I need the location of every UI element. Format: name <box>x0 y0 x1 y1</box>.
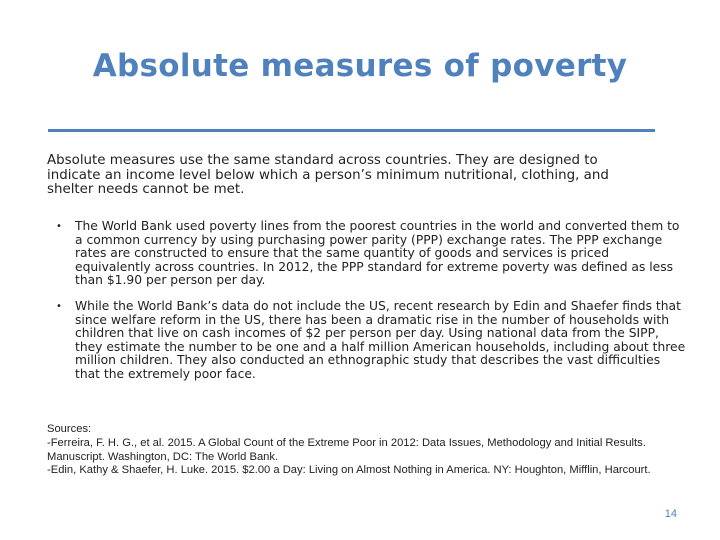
page-number: 14 <box>664 508 677 520</box>
bullet-item-us-research <box>47 300 687 382</box>
sources-heading: Sources: <box>47 423 92 435</box>
source-entry: -Ferreira, F. H. G., et al. 2015. A Global Count of the Extreme Poor in 2012: Data Issues, Methodology and Initial Results. Manuscript. Washington, DC: The World Bank. <box>47 436 646 463</box>
bullet-list <box>47 220 687 382</box>
source-entry: -Edin, Kathy & Shaefer, H. Luke. 2015. $2.00 a Day: Living on Almost Nothing in America. NY: Houghton, Mifflin, Harcourt. <box>47 464 651 477</box>
bullet-dot-icon: • <box>56 221 62 232</box>
bullet-item-world-bank <box>47 220 687 288</box>
sources-block <box>47 423 667 478</box>
bullet-text: While the World Bank’s data do not include the US, recent research by Edin and Shaefer finds that since welfare reform in the US, there has been a dramatic rise in the number of households with children that live on cash incomes of $2 per person per day. Using national data from the SIPP, they estimate the number to be one and a half million American households, including about three million children. They also conducted an ethnographic study that describes the vast difficulties that the extremely poor face. <box>75 298 686 381</box>
bullet-text: The World Bank used poverty lines from the poorest countries in the world and converted them to a common currency by using purchasing power parity (PPP) exchange rates. The PPP exchange rates are constructed to ensure that the same quantity of goods and services is priced equivalently across countries. In 2012, the PPP standard for extreme poverty was defined as less than $1.90 per person per day. <box>75 219 680 288</box>
title-underline <box>48 129 655 132</box>
slide-title: Absolute measures of poverty <box>92 48 628 84</box>
intro-paragraph: Absolute measures use the same standard across countries. They are designed to indicate an income level below which a person’s minimum nutritional, clothing, and shelter needs cannot be met. <box>47 153 609 198</box>
bullet-dot-icon: • <box>56 300 62 312</box>
